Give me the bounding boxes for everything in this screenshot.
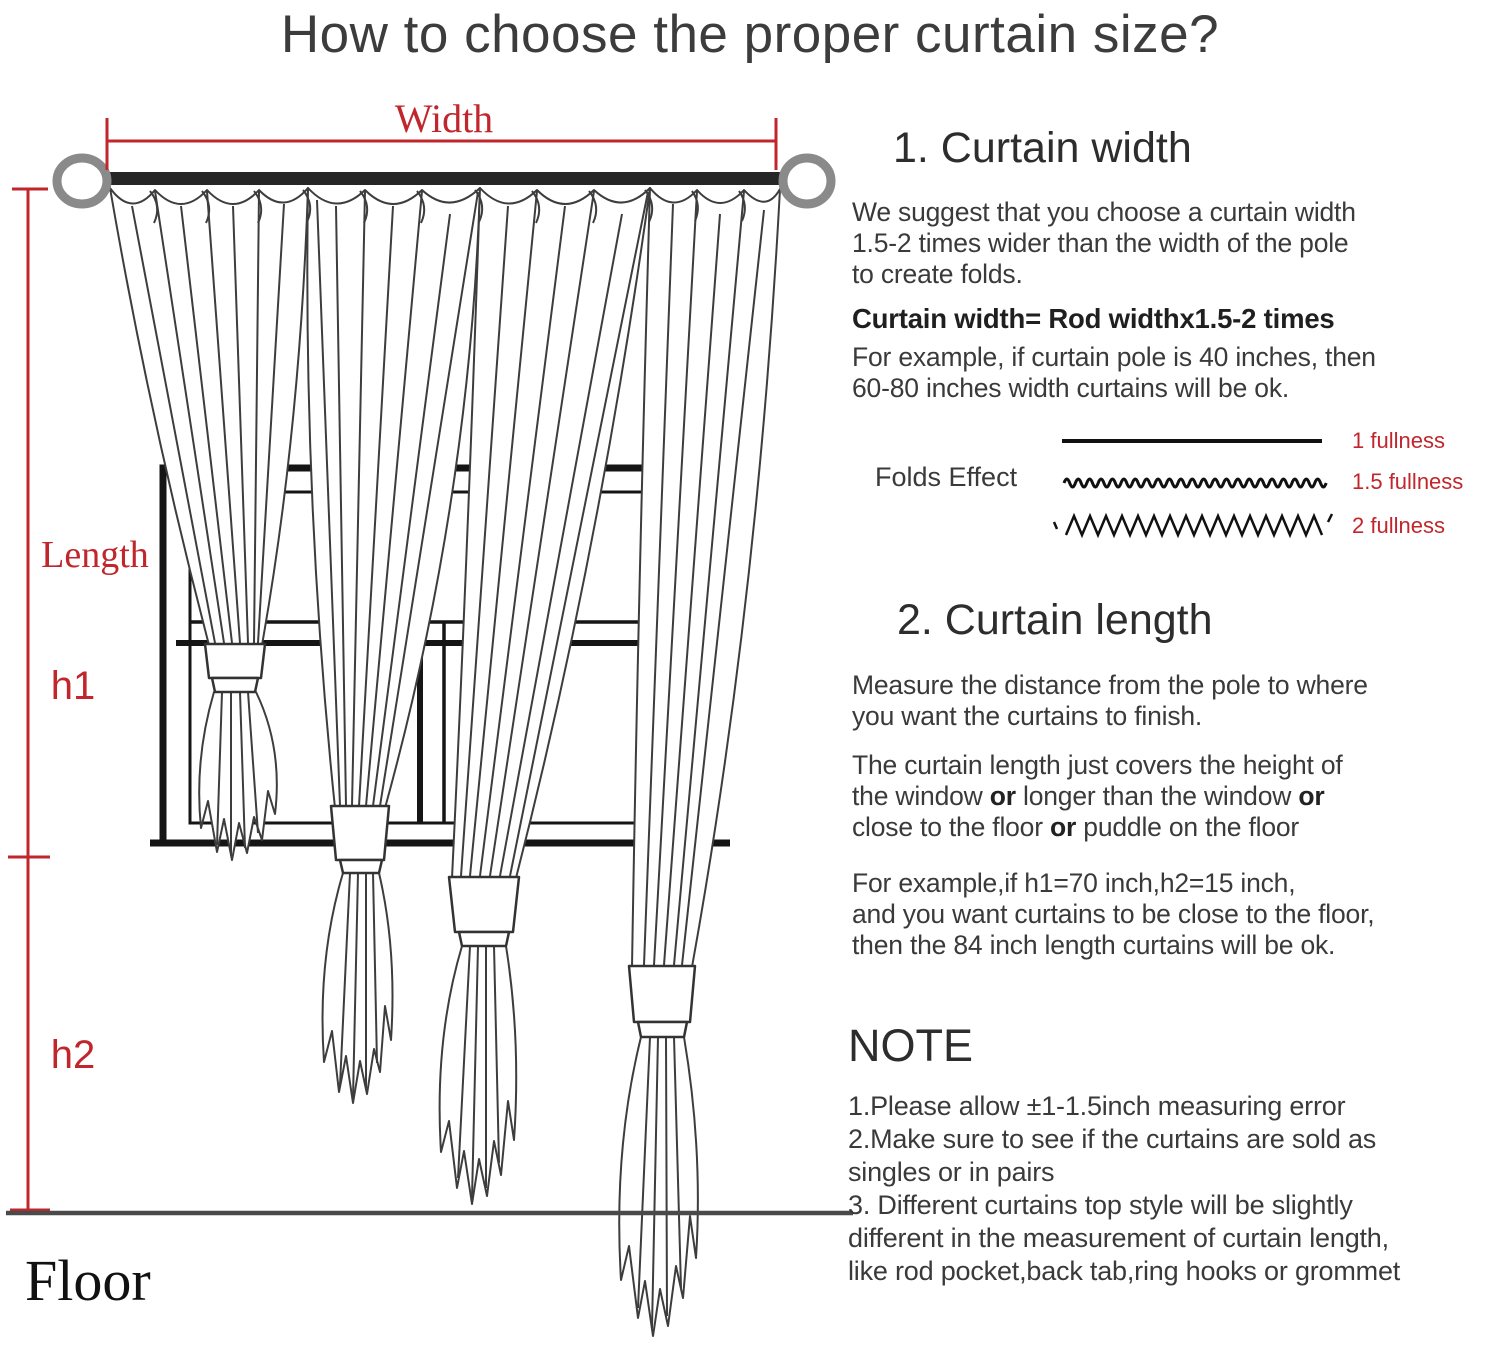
section-length-heading: 2. Curtain length	[897, 596, 1213, 644]
fullness-1-5-line	[1064, 479, 1326, 487]
width-paragraph-1: We suggest that you choose a curtain width 1.5-2 times wider than the width of the pole to create folds.	[852, 197, 1356, 289]
fullness-1-5-label: 1.5 fullness	[1352, 469, 1464, 494]
length-paragraph-1: Measure the distance from the pole to where you want the curtains to finish.	[852, 670, 1368, 731]
rod-ring-right	[783, 158, 831, 204]
length-label: Length	[41, 534, 149, 576]
width-formula: Curtain width= Rod widthx1.5-2 times	[852, 303, 1335, 334]
note-lines: 1.Please allow ±1-1.5inch measuring error 2.Make sure to see if the curtains are sold as singles or in pairs 3. Different curtains top style will be slightly different in the measurement of curtain length, like rod pocket,back tab,ring hooks or grommet	[848, 1091, 1401, 1286]
rod-ring-left	[57, 158, 107, 204]
section-width-heading: 1. Curtain width	[893, 124, 1192, 172]
note-heading: NOTE	[848, 1020, 974, 1071]
length-paragraph-3: For example,if h1=70 inch,h2=15 inch, and you want curtains to be close to the floor, then the 84 inch length curtains will be ok.	[852, 868, 1375, 960]
floor-label: Floor	[25, 1248, 151, 1313]
curtain-rod	[103, 172, 783, 185]
folds-effect-label: Folds Effect	[875, 462, 1018, 492]
width-paragraph-2: For example, if curtain pole is 40 inches, then 60-80 inches width curtains will be ok.	[852, 342, 1376, 403]
folds-effect-lines	[1040, 423, 1340, 553]
fullness-2-line	[1066, 516, 1322, 535]
page-title: How to choose the proper curtain size?	[280, 5, 1220, 64]
fullness-1-label: 1 fullness	[1352, 428, 1445, 453]
fullness-2-label: 2 fullness	[1352, 513, 1445, 538]
length-paragraph-2: The curtain length just covers the height of the window or longer than the window or close to the floor or puddle on the floor	[852, 750, 1343, 842]
h1-label: h1	[50, 664, 96, 708]
width-label: Width	[394, 96, 494, 141]
h2-label: h2	[50, 1033, 96, 1077]
